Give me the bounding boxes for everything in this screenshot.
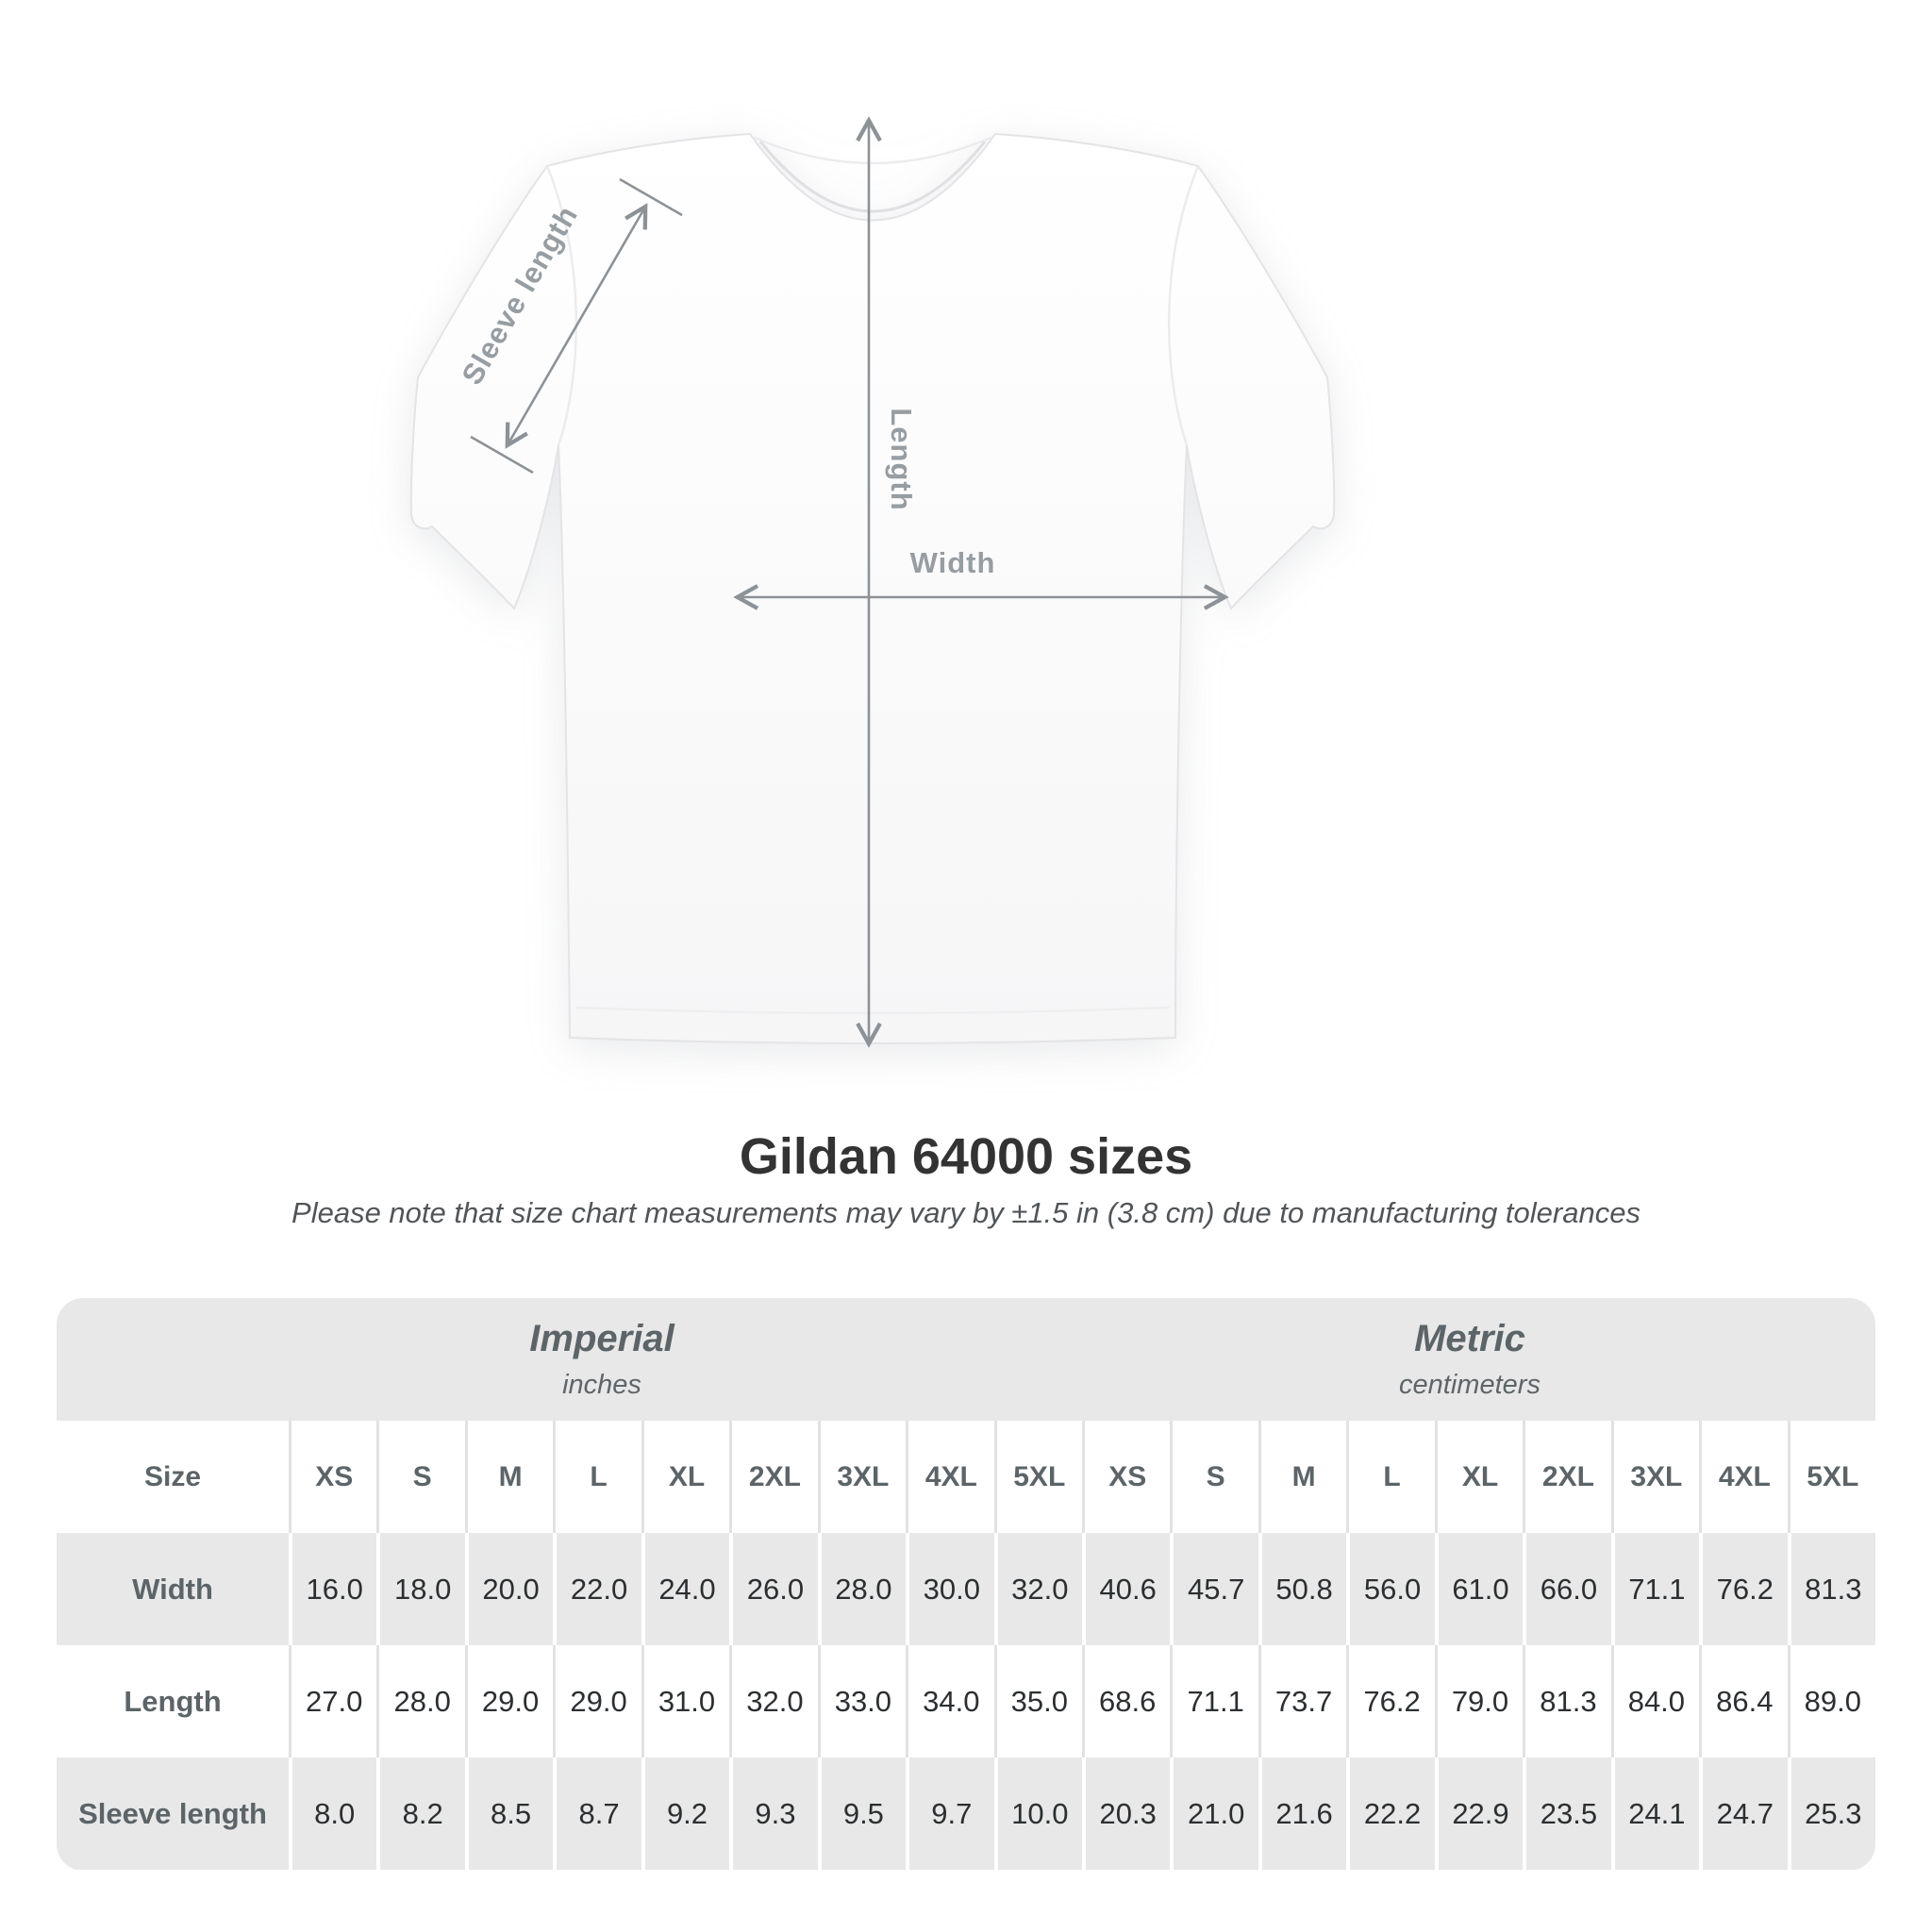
metric-unit-label: centimeters (1399, 1370, 1541, 1400)
sleeve-imperial-xs: 8.0 (289, 1757, 376, 1870)
width-metric-m: 50.8 (1258, 1533, 1346, 1645)
length-imperial-xs: 27.0 (289, 1645, 376, 1757)
length-metric-xl: 79.0 (1435, 1645, 1523, 1757)
sleeve-imperial-2xl: 9.3 (729, 1757, 817, 1870)
width-metric-s: 45.7 (1170, 1533, 1257, 1645)
length-imperial-s: 28.0 (376, 1645, 464, 1757)
width-metric-4xl: 76.2 (1699, 1533, 1787, 1645)
width-imperial-4xl: 30.0 (906, 1533, 993, 1645)
length-imperial-3xl: 33.0 (818, 1645, 906, 1757)
sleeve-metric-m: 21.6 (1258, 1757, 1346, 1870)
length-metric-2xl: 81.3 (1523, 1645, 1610, 1757)
length-metric-4xl: 86.4 (1699, 1645, 1787, 1757)
length-metric-5xl: 89.0 (1788, 1645, 1875, 1757)
width-metric-xs: 40.6 (1082, 1533, 1170, 1645)
width-label: Width (909, 546, 996, 579)
length-metric-s: 71.1 (1170, 1645, 1257, 1757)
size-header-imperial-4xl: 4XL (906, 1421, 993, 1533)
length-metric-m: 73.7 (1258, 1645, 1346, 1757)
size-header-metric-5xl: 5XL (1788, 1421, 1875, 1533)
sleeve-imperial-3xl: 9.5 (818, 1757, 906, 1870)
sleeve-metric-xl: 22.9 (1435, 1757, 1523, 1870)
sleeve-length-label: Sleeve length (455, 199, 585, 391)
width-imperial-s: 18.0 (376, 1533, 464, 1645)
sleeve-metric-5xl: 25.3 (1788, 1757, 1875, 1870)
imperial-label: Imperial (529, 1318, 675, 1359)
length-metric-xs: 68.6 (1082, 1645, 1170, 1757)
row-label-sleeve-length: Sleeve length (78, 1796, 267, 1830)
length-imperial-2xl: 32.0 (729, 1645, 817, 1757)
size-header-imperial-l: L (553, 1421, 641, 1533)
size-header-metric-l: L (1346, 1421, 1434, 1533)
width-imperial-2xl: 26.0 (729, 1533, 817, 1645)
length-metric-l: 76.2 (1346, 1645, 1434, 1757)
size-table (57, 1298, 1875, 1871)
size-header-imperial-2xl: 2XL (729, 1421, 817, 1533)
sleeve-imperial-5xl: 10.0 (994, 1757, 1082, 1870)
row-label-width: Width (132, 1572, 213, 1606)
sleeve-metric-2xl: 23.5 (1523, 1757, 1610, 1870)
unit-group-band (57, 1298, 1875, 1421)
length-imperial-5xl: 35.0 (994, 1645, 1082, 1757)
length-metric-3xl: 84.0 (1611, 1645, 1699, 1757)
size-header-metric-xl: XL (1435, 1421, 1523, 1533)
sleeve-imperial-4xl: 9.7 (906, 1757, 993, 1870)
size-header-imperial-5xl: 5XL (994, 1421, 1082, 1533)
length-imperial-m: 29.0 (465, 1645, 553, 1757)
width-imperial-3xl: 28.0 (818, 1533, 906, 1645)
width-metric-l: 56.0 (1346, 1533, 1434, 1645)
size-column-title: Size (143, 1460, 202, 1492)
sleeve-imperial-m: 8.5 (465, 1757, 553, 1870)
imperial-group-header (529, 1319, 674, 1400)
metric-label: Metric (1414, 1318, 1525, 1359)
collar-back-line (755, 138, 991, 163)
size-header-imperial-xs: XS (289, 1421, 376, 1533)
sleeve-metric-l: 22.2 (1346, 1757, 1434, 1870)
sleeve-imperial-xl: 9.2 (641, 1757, 729, 1870)
size-header-imperial-s: S (376, 1421, 464, 1533)
width-metric-xl: 61.0 (1435, 1533, 1523, 1645)
size-header-metric-s: S (1170, 1421, 1257, 1533)
width-imperial-xs: 16.0 (289, 1533, 376, 1645)
table-row-sleeve-length (57, 1757, 1875, 1870)
width-metric-3xl: 71.1 (1611, 1533, 1699, 1645)
metric-group-header (1399, 1319, 1541, 1400)
sleeve-metric-3xl: 24.1 (1611, 1757, 1699, 1870)
length-imperial-xl: 31.0 (641, 1645, 729, 1757)
tolerance-note: Please note that size chart measurements may vary by ±1.5 in (3.8 cm) due to manufacturing tolerances (291, 1196, 1641, 1229)
length-imperial-l: 29.0 (553, 1645, 641, 1757)
length-imperial-4xl: 34.0 (906, 1645, 993, 1757)
size-header-row (57, 1421, 1875, 1533)
width-metric-2xl: 66.0 (1523, 1533, 1610, 1645)
width-imperial-l: 22.0 (553, 1533, 641, 1645)
sleeve-imperial-l: 8.7 (553, 1757, 641, 1870)
width-imperial-xl: 24.0 (641, 1533, 729, 1645)
row-label-length: Length (124, 1684, 222, 1718)
length-label: Length (885, 408, 919, 511)
size-header-imperial-3xl: 3XL (818, 1421, 906, 1533)
table-row-width (57, 1533, 1875, 1645)
table-row-length (57, 1645, 1875, 1757)
size-header-metric-xs: XS (1082, 1421, 1170, 1533)
size-header-metric-3xl: 3XL (1611, 1421, 1699, 1533)
page-title: Gildan 64000 sizes (739, 1128, 1193, 1185)
size-header-metric-2xl: 2XL (1523, 1421, 1610, 1533)
imperial-unit-label: inches (562, 1370, 641, 1400)
sleeve-metric-xs: 20.3 (1082, 1757, 1170, 1870)
size-header-imperial-xl: XL (641, 1421, 729, 1533)
size-header-metric-4xl: 4XL (1699, 1421, 1787, 1533)
width-metric-5xl: 81.3 (1788, 1533, 1875, 1645)
width-imperial-5xl: 32.0 (994, 1533, 1082, 1645)
sleeve-metric-4xl: 24.7 (1699, 1757, 1787, 1870)
sleeve-metric-s: 21.0 (1170, 1757, 1257, 1870)
size-header-imperial-m: M (465, 1421, 553, 1533)
sleeve-imperial-s: 8.2 (376, 1757, 464, 1870)
width-imperial-m: 20.0 (465, 1533, 553, 1645)
size-header-metric-m: M (1258, 1421, 1346, 1533)
